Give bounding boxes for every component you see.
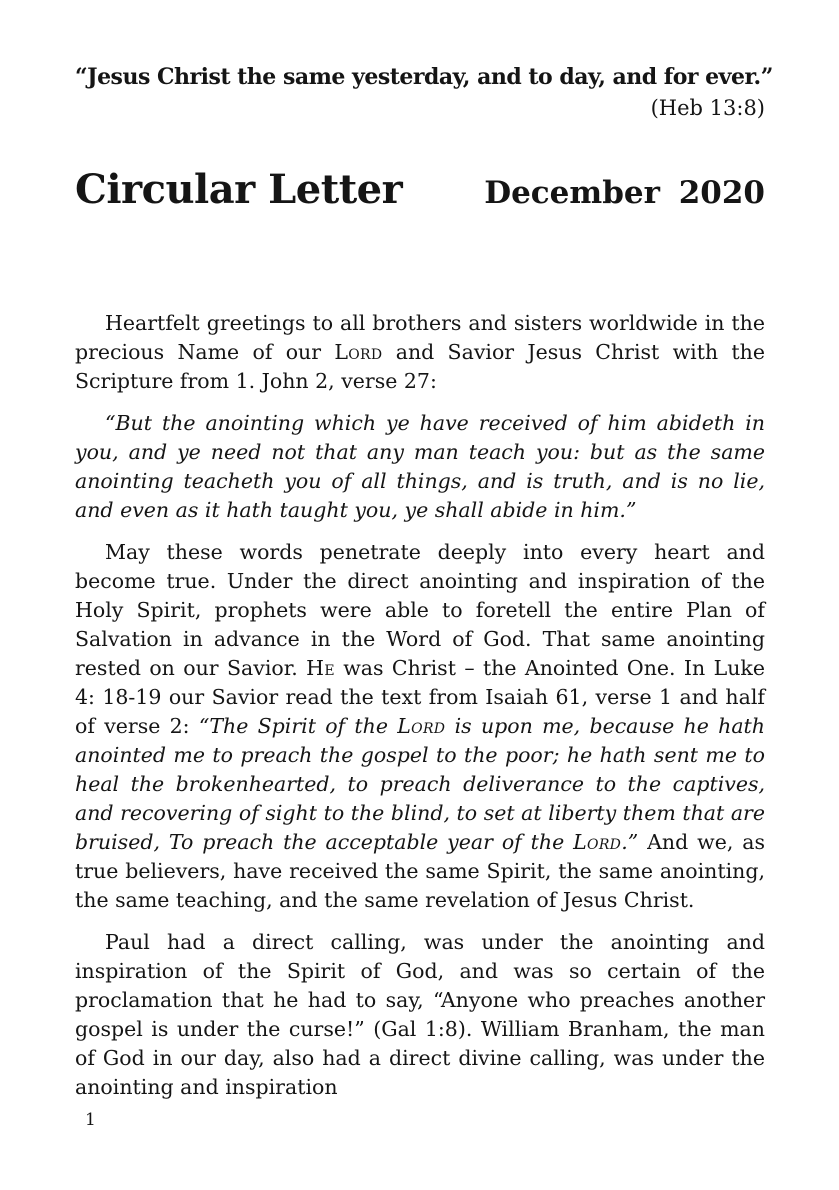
text-segment-italic: “The Spirit of the (198, 714, 398, 738)
header-scripture-reference: (Heb 13:8) (650, 96, 765, 120)
issue-date: December 2020 (484, 175, 765, 211)
text-segment-italic: “But the anointing which ye have received of him abideth in you, and ye need not that any man teach you: but as the same anointing teacheth you of all things, and is truth, and is no lie, and even as it hath taught you, ye shall abide in him.” (75, 411, 765, 522)
letter-body (75, 309, 765, 1102)
text-segment-smallcaps: He (306, 656, 335, 680)
text-segment-italic: is upon me, because he hath anointed me to preach the gospel to the poor; he hath sent me to heal the brokenhearted, to preach deliverance to the captives, and recovering of sight to the blind, to set at liberty them that are bruised, To preach the acceptable year of the (75, 714, 766, 854)
text-segment-italic-smallcaps: Lord (573, 830, 622, 854)
text-segment: was Christ – the Anointed One. In Luke 4: 18-19 our Savior read the text from Isaiah 61, verse 1 and half of verse 2: (75, 656, 765, 738)
paragraph-scripture-quote (75, 409, 765, 525)
page-title: Circular Letter (75, 166, 403, 213)
header-scripture-quote: “Jesus Christ the same yesterday, and to day, and for ever.” (75, 64, 773, 90)
text-segment-italic: .” (621, 830, 648, 854)
paragraph-greeting (75, 309, 765, 396)
text-segment: And we, as true believers, have received the same Spirit, the same anointing, the same teaching, and the same revelation of Jesus Christ. (75, 830, 765, 912)
text-segment: Paul had a direct calling, was under the anointing and inspiration of the Spirit of God, and was so certain of the proclamation that he had to say, “Anyone who preaches another gospel is under the curse!” (Gal 1:8). William Branham, the man of God in our day, also had a direct divine calling, was under the anointing and inspiration (75, 930, 765, 1099)
paragraph-paul-calling (75, 928, 765, 1102)
page-number: 1 (85, 1110, 96, 1130)
page-header (75, 64, 773, 120)
text-segment-italic-smallcaps: Lord (397, 714, 446, 738)
text-segment: May these words penetrate deeply into every heart and become true. Under the direct anointing and inspiration of the Holy Spirit, prophets were able to foretell the entire Plan of Salvation in advance in the Word of God. That same anointing rested on our Savior. (75, 540, 765, 680)
text-segment-smallcaps: Lord (334, 340, 383, 364)
text-segment: Heartfelt greetings to all brothers and sisters worldwide in the precious Name of our (75, 311, 765, 364)
text-segment: and Savior Jesus Christ with the Scripture from 1. John 2, verse 27: (75, 340, 766, 393)
title-row (75, 166, 765, 213)
paragraph-anointing (75, 538, 765, 915)
